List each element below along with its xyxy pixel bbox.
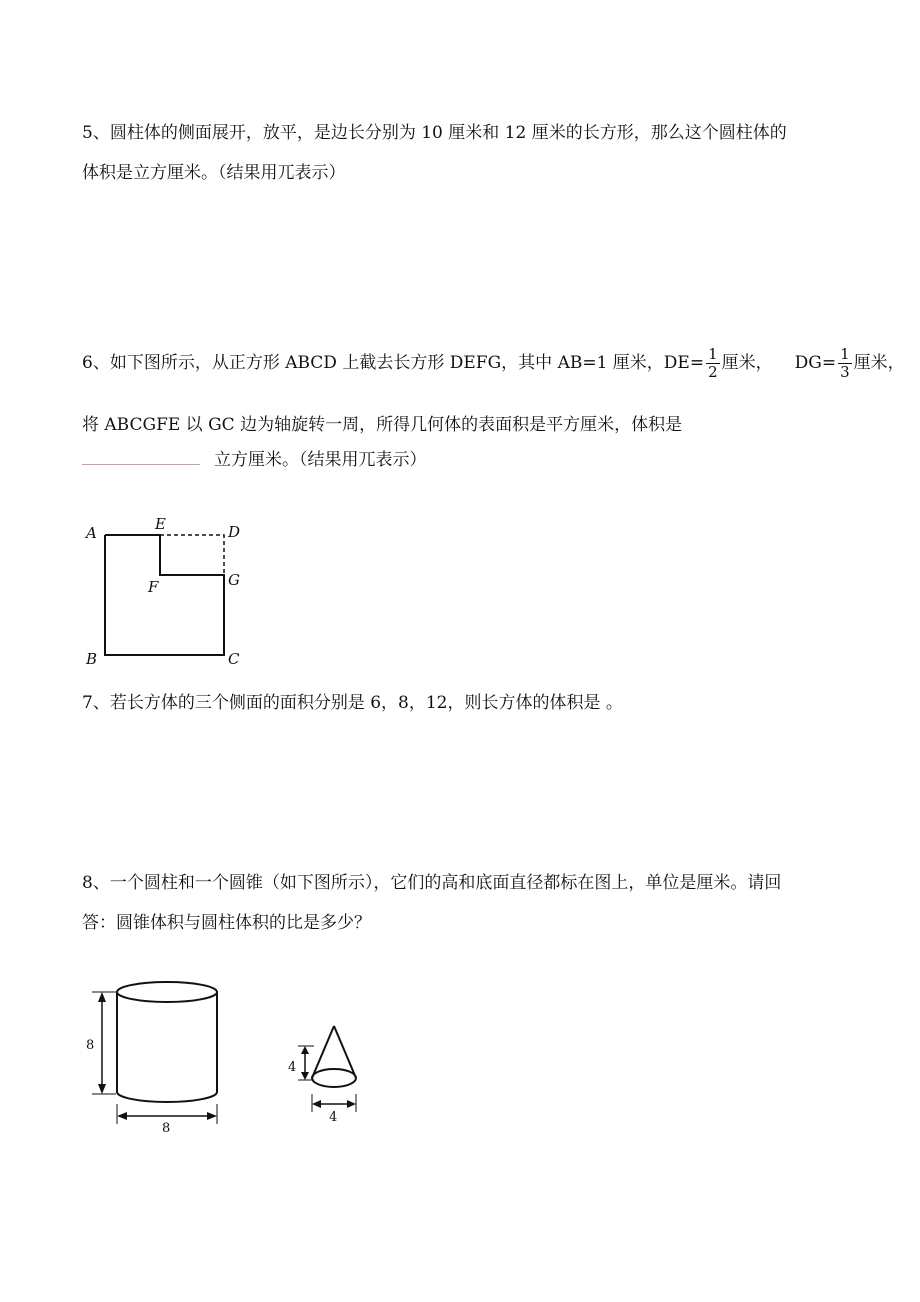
q8-line2: 答：圆锥体积与圆柱体积的比是多少？ <box>82 913 371 933</box>
q5-line2: 体积是立方厘米。（结果用兀表示） <box>82 163 346 183</box>
q6-line1-text-b: 厘米， <box>721 353 773 373</box>
q7-line1: 7、若长方体的三个侧面的面积分别是 6，8，12，则长方体的体积是 。 <box>82 693 623 713</box>
q5-line1: 5、圆柱体的侧面展开，放平，是边长分别为 10 厘米和 12 厘米的长方形，那么这个圆柱体的 <box>82 123 787 143</box>
q6-line3-text: 立方厘米。（结果用兀表示） <box>214 450 427 470</box>
q6-line1-text-c: DG= <box>794 353 837 373</box>
label-d: D <box>228 523 241 541</box>
cylinder-cone-figure <box>80 980 380 1140</box>
fraction-dg-numerator: 1 <box>840 345 850 363</box>
q8-line1: 8、一个圆柱和一个圆锥（如下图所示），它们的高和底面直径都标在图上，单位是厘米。请回 <box>82 873 782 893</box>
q6-line1-text-a: 6、如下图所示，从正方形 ABCD 上截去长方形 DEFG，其中 AB=1 厘米，DE= <box>82 353 705 373</box>
fraction-de-numerator: 1 <box>708 345 718 363</box>
label-c: C <box>228 650 240 668</box>
figure-outline <box>105 535 224 655</box>
cylinder <box>117 982 217 1102</box>
label-e: E <box>155 515 166 533</box>
q6-line1 <box>82 346 905 381</box>
answer-blank[interactable] <box>82 450 200 465</box>
fraction-de-denominator: 2 <box>708 363 718 381</box>
cone-height-label: 4 <box>288 1060 297 1075</box>
q6-line2: 将 ABCGFE 以 GC 边为轴旋转一周，所得几何体的表面积是平方厘米，体积是 <box>82 415 683 435</box>
fraction-dg-denominator: 3 <box>840 363 850 381</box>
cylinder-diameter-label: 8 <box>162 1121 171 1136</box>
square-cutout-figure <box>80 515 250 675</box>
label-f: F <box>148 578 159 596</box>
label-a: A <box>86 524 97 542</box>
q6-line3 <box>82 445 427 470</box>
label-b: B <box>86 650 98 668</box>
label-g: G <box>228 571 240 589</box>
cone-diameter-label: 4 <box>329 1110 338 1125</box>
fraction-dg <box>838 346 852 381</box>
fraction-de <box>706 346 720 381</box>
figure-cut-dashed <box>160 535 224 575</box>
cone <box>312 1026 356 1087</box>
q6-line1-text-d: 厘米， <box>853 353 905 373</box>
cylinder-height-label: 8 <box>86 1038 95 1053</box>
